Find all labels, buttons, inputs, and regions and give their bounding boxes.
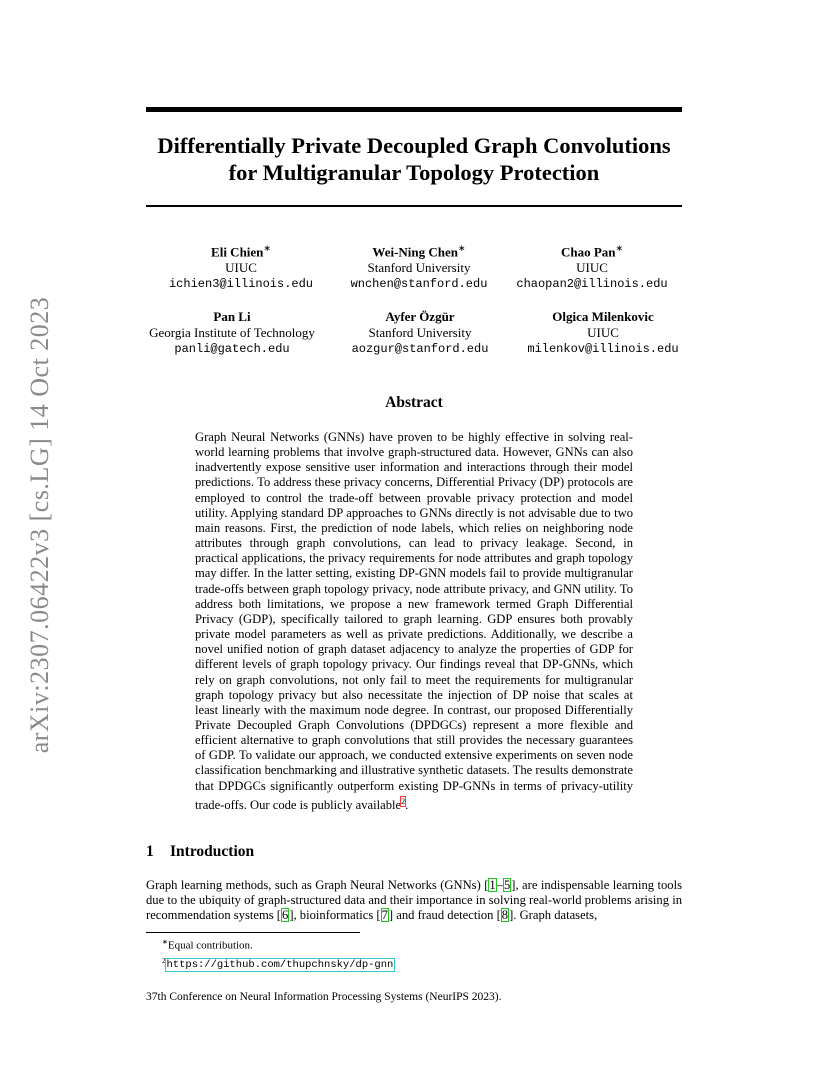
citation-link[interactable]: 6 [282,908,289,923]
author [508,309,698,357]
paper-title [146,132,682,186]
author-affiliation: UIUC [576,260,608,276]
title-line-2: for Multigranular Topology Protection [228,160,600,185]
author-name: Chao Pan [560,244,616,260]
footnote-mark: ∗ [162,938,168,946]
equal-contribution-mark: ∗ [458,243,466,253]
author-row [146,240,682,292]
abstract-text: Graph Neural Networks (GNNs) have proven to be highly effective in solving real-world learning problems that involve graph-structured data. However, GNNs can also inadvertently expose sensitive user information and interactions through their model predictions. To address these privacy concerns, Differential Privacy (DP) protocols are employed to control the trade-off between provable privacy protection and model utility. Applying standard DP approaches to GNNs directly is not advisable due to two main reasons. First, the prediction of node labels, which relies on neighboring node attributes through graph convolutions, can lead to privacy leakage. Second, in practical applications, the privacy requirements for node attributes and graph topology may differ. In the latter setting, existing DP-GNN models fail to provide multigranular trade-offs between graph topology privacy, node attribute privacy, and GNN utility. To address both limitations, we propose a new framework termed Graph Differential Privacy (GDP), specifically tailored to graph learning. GDP ensures both provably private model parameters as well as private predictions. Additionally, we describe a novel unified notion of graph dataset adjacency to analyze the properties of GDP for different levels of graph topology privacy. Our findings reveal that DP-GNNs, which rely on graph convolutions, not only fail to meet the requirements for multigranular graph topology privacy but also necessitate the injection of DP noise that scales at least linearly with the maximum node degree. In contrast, our proposed Differentially Private Decoupled Graph Convolutions (DPDGCs) represent a more flexible and efficient alternative to graph convolutions that still provides the necessary guarantees of GDP. To validate our approach, we conducted extensive experiments on seven node classification benchmarking and illustrative synthetic datasets. The results demonstrate that DPDGCs significantly outperform existing DP-GNNs in terms of privacy-utility trade-offs. Our code is publicly available [195,430,633,812]
footnote-mark: 2 [162,956,166,965]
intro-text: ], are indispensable learning tools due to the ubiquity of graph-structured data and their importance in solving real-world problems arising in recommendation systems [ [146,878,682,923]
footnote-rule [146,932,360,933]
footnote-text: Equal contribution. [167,939,253,952]
author-email: wnchen@stanford.edu [350,277,488,292]
section-heading [146,843,254,861]
author [339,240,499,292]
title-line-1: Differentially Private Decoupled Graph Convolutions [157,133,671,158]
author-block [146,240,682,374]
intro-text: ], bioinformatics [ [289,908,381,923]
footnote [162,954,394,974]
title-rule-bottom [146,205,682,207]
equal-contribution-mark: ∗ [615,243,624,253]
abstract-heading: Abstract [385,394,443,411]
section-title: Introduction [170,843,255,860]
abstract-body: Graph Neural Networks (GNNs) have proven to be highly effective in solving real-world learning problems that involve graph-structured data. However, GNNs can also inadvertently expose sensitive user information and interactions through their model predictions. To address these privacy concerns, Differential Privacy (DP) protocols are employed to control the trade-off between provable privacy protection and model utility. Applying standard DP approaches to GNNs directly is not advisable due to two main reasons. First, the prediction of node labels, which relies on neighboring node attributes through graph convolutions, can lead to privacy leakage. Second, in practical applications, the privacy requirements for node attributes and graph topology may differ. In the latter setting, existing DP-GNN models fail to provide multigranular trade-offs between graph topology privacy, node attribute privacy, and GNN utility. To address both limitations, we propose a new framework termed Graph Differential Privacy (GDP), specifically tailored to graph learning. GDP ensures both provably private model parameters as well as private predictions. Additionally, we describe a novel unified notion of graph dataset adjacency to analyze the properties of GDP for different levels of graph topology privacy. Our findings reveal that DP-GNNs, which rely on graph convolutions, not only fail to meet the requirements for multigranular graph topology privacy but also necessitate the injection of DP noise that scales at least linearly with the maximum node degree. In contrast, our proposed Differentially Private Decoupled Graph Convolutions (DPDGCs) represent a more flexible and efficient alternative to graph convolutions that still provides the necessary guarantees of GDP. To validate our approach, we conducted extensive experiments on seven node classification benchmarking and illustrative synthetic datasets. The results demonstrate that DPDGCs significantly outperform existing DP-GNNs in terms of privacy-utility trade-offs. Our code is publicly available$^2$. [195,430,633,812]
author [146,240,336,292]
arxiv-identifier-text: arXiv:2307.06422v3 [cs.LG] 14 Oct 2023 [25,296,54,754]
footnote [162,935,394,954]
author [340,309,500,357]
author-email: milenkov@illinois.edu [527,342,679,357]
footnote-link[interactable]: 2 [401,796,406,806]
author-affiliation: Georgia Institute of Technology [149,325,315,341]
author-affiliation: UIUC [587,325,619,341]
arxiv-identifier [20,290,60,760]
author-name: Pan Li [213,309,251,325]
footnotes [162,935,394,973]
venue-note: 37th Conference on Neural Information Processing Systems (NeurIPS 2023). [146,991,502,1003]
author-affiliation: Stanford University [367,260,471,276]
author-affiliation: UIUC [225,260,257,276]
citation-link[interactable]: 8 [501,908,509,923]
author-email: ichien3@illinois.edu [168,277,314,292]
author [502,240,682,292]
equal-contribution-mark: ∗ [263,243,271,253]
author-name: Wei-Ning Chen [372,244,459,260]
intro-text: – [496,878,503,892]
citation-link[interactable]: 1 [489,878,496,892]
code-url-link[interactable]: https://github.com/thupchnsky/dp-gnn [166,959,394,972]
author-email: chaopan2@illinois.edu [516,277,668,292]
introduction-paragraph [146,878,682,924]
title-rule-top [146,107,682,112]
author-name: Olgica Milenkovic [552,309,654,325]
author-email: panli@gatech.edu [174,342,290,357]
intro-text: ] and fraud detection [ [388,908,501,923]
intro-text: ]. Graph datasets, [509,908,598,923]
section-number: 1 [146,843,154,860]
citation-link[interactable]: 5 [503,878,511,892]
author-affiliation: Stanford University [368,325,472,341]
citation-link[interactable]: 7 [381,908,388,923]
author-name: Ayfer Özgür [385,309,455,325]
intro-text: Graph learning methods, such as Graph Neural Networks (GNNs) [ [146,878,489,892]
author-row [132,309,698,357]
author [132,309,332,357]
author-email: aozgur@stanford.edu [351,342,489,357]
author-name: Eli Chien [211,244,264,260]
